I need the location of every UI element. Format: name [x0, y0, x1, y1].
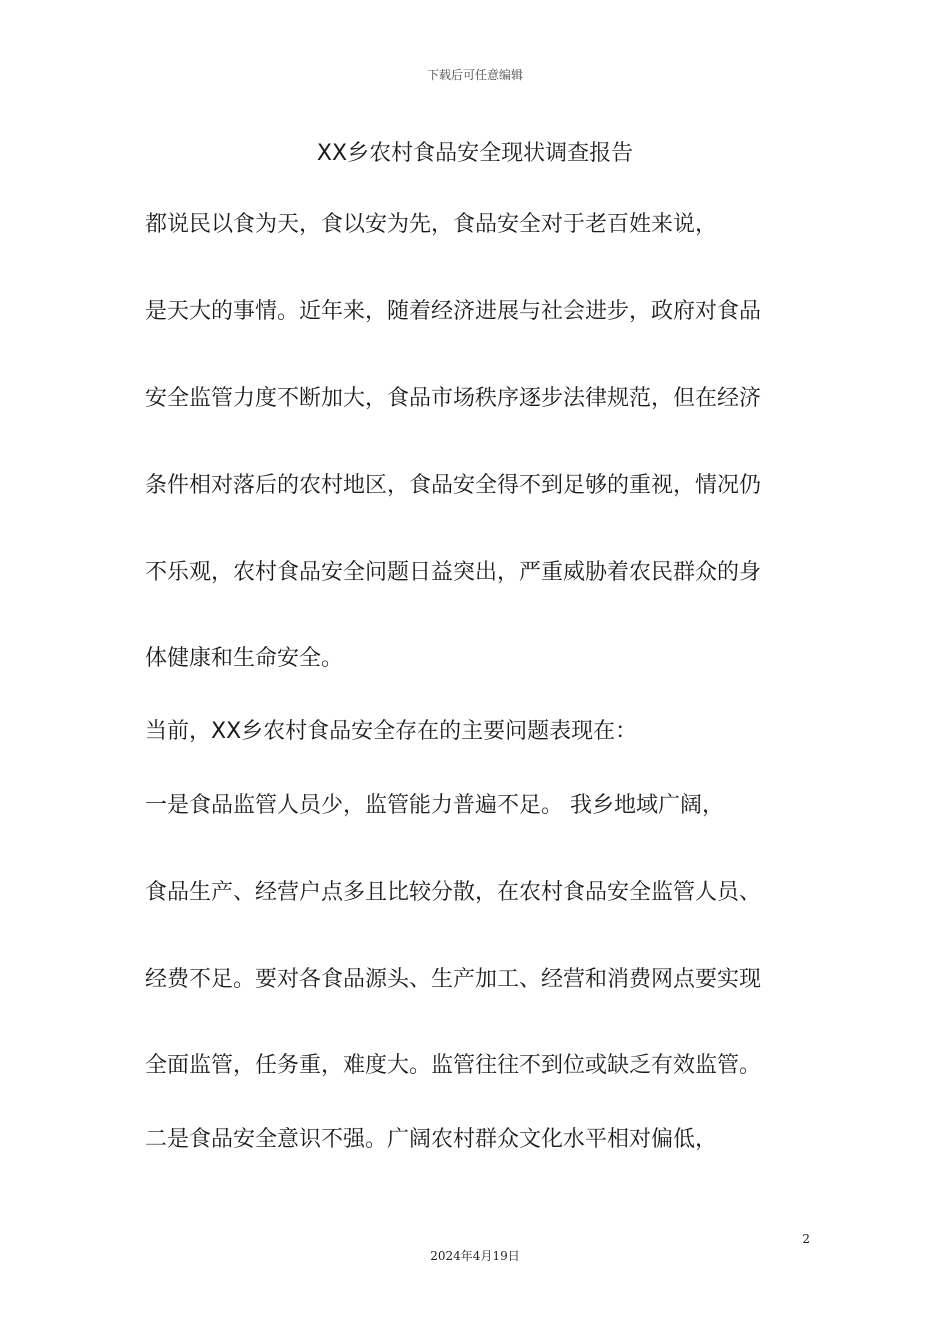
paragraph-line-6: 体健康和生命安全。: [145, 646, 344, 671]
paragraph-line-5: 不乐观，农村食品安全问题日益突出，严重威胁着农民群众的身: [145, 560, 762, 585]
paragraph-line-11: 全面监管，任务重，难度大。监管往往不到位或缺乏有效监管。: [145, 1053, 762, 1078]
paragraph-line-1: 都说民以食为天，食以安为先，食品安全对于老百姓来说，: [145, 212, 718, 237]
page-number: 2: [802, 1232, 810, 1246]
paragraph-line-10: 经费不足。要对各食品源头、生产加工、经营和消费网点要实现: [145, 967, 762, 992]
document-title: XX乡农村食品安全现状调查报告: [316, 141, 634, 166]
paragraph-line-7: 当前，XX乡农村食品安全存在的主要问题表现在：: [145, 719, 638, 744]
paragraph-line-12: 二是食品安全意识不强。广阔农村群众文化水平相对偏低，: [145, 1127, 718, 1152]
header-note: 下载后可任意编辑: [426, 68, 523, 82]
paragraph-line-2: 是天大的事情。近年来，随着经济进展与社会进步，政府对食品: [145, 299, 762, 324]
paragraph-line-3: 安全监管力度不断加大，食品市场秩序逐步法律规范，但在经济: [145, 386, 762, 411]
paragraph-line-9: 食品生产、经营户点多且比较分散，在农村食品安全监管人员、: [145, 880, 762, 905]
footer-date: 2024年4月19日: [430, 1249, 520, 1263]
paragraph-line-8: 一是食品监管人员少，监管能力普遍不足。 我乡地域广阔，: [145, 793, 724, 818]
paragraph-line-4: 条件相对落后的农村地区，食品安全得不到足够的重视，情况仍: [145, 473, 762, 498]
